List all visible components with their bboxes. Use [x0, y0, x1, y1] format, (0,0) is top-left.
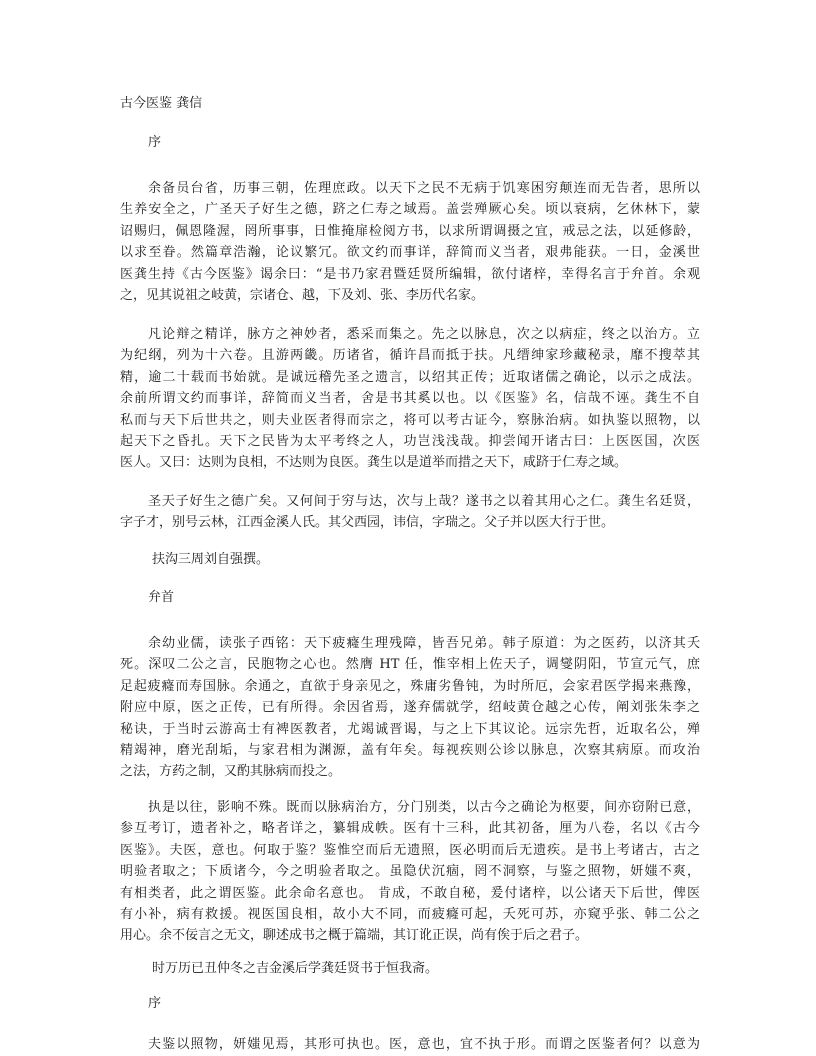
text-line: 附应中原，医之正传，已有所得。余因省焉，遂弃儒就学，绍岐黄仓越之心传，阐刘张朱李之 — [120, 700, 700, 716]
text-line: 凡论辩之精详，脉方之神妙者，悉采而集之。先之以脉息，次之以病症，终之以治方。立 — [148, 327, 700, 342]
section-heading-preface-2: 序 — [148, 996, 162, 1011]
text-line: 生养安全之，广圣天子好生之德，跻之仁寿之域焉。盖尝殚厥心矣。顷以衰病，乞休林下，蒙 — [120, 202, 700, 218]
text-line: 秘诀，于当时云游高士有裨医教者，尤竭诚晋谒，与之上下其议论。远宗先哲，近取名公，殚 — [120, 721, 700, 737]
text-line: 余前所谓文约而事详，辞简而义当者，舍是书其奚以也。以《医鉴》名，信哉不诬。龚生不自 — [120, 391, 700, 407]
paragraph — [120, 633, 700, 783]
section-heading-foreword: 弁首 — [148, 590, 175, 605]
text-line: 医鉴》。夫医，意也。何取于鉴？鉴惟空而后无遗照，医必明而后无遗疾。是书上考诸古，古之 — [120, 842, 700, 858]
text-line: 为纪纲，列为十六卷。且游两畿。历诸省，循许昌而抵于扶。凡缙绅家珍藏秘录，靡不搜萃其 — [120, 348, 700, 364]
text-line: 有相类者，此之谓医鉴。此余命名意也。 肯成，不敢自秘，爰付诸梓，以公诸天下后世，俾医 — [120, 885, 700, 901]
text-line: 参互考订，遗者补之，略者详之，纂辑成帙。医有十三科，此其初备，厘为八卷，名以《古今 — [120, 821, 700, 837]
text-line: 之法，方药之制，又酌其脉病而投之。 — [120, 764, 342, 780]
text-line: 明验者取之；下质诸今，今之明验者取之。虽隐伏沉痼，罔不洞察，与鉴之照物，妍媸不爽， — [120, 864, 700, 880]
text-line: 圣天子好生之德广矣。又何间于穷与达，次与上哉？遂书之以着其用心之仁。龚生名廷贤， — [148, 494, 700, 509]
paragraph — [120, 797, 700, 947]
text-line: 精竭神，磨光刮垢，与家君相为渊源，盖有年矣。每视疾则公诊以脉息，次察其病原。而攻治 — [120, 742, 700, 758]
text-line: 私而与天下后世共之，则夫业医者得而宗之，将可以考古证今，察脉治病。如执鉴以照物，以 — [120, 412, 700, 428]
text-line: 足起疲癃而寿国脉。余通之，直欲于身亲见之，殊庸劣鲁钝，为时所厄，会家君医学揭来燕豫， — [120, 678, 700, 694]
text-line: 以求至眷。然篇章浩瀚，论议繁冗。欲文约而事详，辞简而义当者，艰弗能获。一日，金溪世 — [120, 245, 700, 261]
text-line: 余备员台省，历事三朝，佐理庶政。以天下之民不无病于饥寒困穷颠连而无告者，思所以 — [148, 181, 700, 196]
paragraph — [120, 491, 700, 534]
section-heading-preface: 序 — [148, 135, 162, 150]
paragraph — [120, 324, 700, 474]
text-line: 余幼业儒，读张子西铭：天下疲癃生理残障，皆吾兄弟。韩子原道：为之医药，以济其夭 — [148, 636, 700, 651]
text-line: 死。深叹二公之言，民胞物之心也。然膺 HT 任，惟宰相上佐天子，调燮阴阳，节宣元气，庶 — [120, 657, 700, 673]
document-title: 古今医鉴 龚信 — [120, 96, 203, 111]
text-line: 医龚生持《古今医鉴》谒余曰：“是书乃家君暨廷贤所编辑，欲付诸梓，幸得名言于弁首。余观 — [120, 266, 700, 282]
paragraph — [120, 1034, 700, 1055]
text-line: 夫鉴以照物，妍媸见焉，其形可执也。医，意也，宜不执于形。而谓之医鉴者何？以意为 — [148, 1037, 700, 1052]
signature: 时万历已丑仲冬之吉金溪后学龚廷贤书于恒我斋。 — [152, 961, 439, 976]
text-line: 医人。又曰：达则为良相，不达则为良医。龚生以是道举而措之天下，咸跻于仁寿之域。 — [120, 455, 628, 471]
text-line: 执是以往，影响不殊。既而以脉病治方，分门别类，以古今之确论为枢要，间亦窃附已意， — [148, 800, 700, 815]
text-line: 精，逾二十载而书始就。是诚远稽先圣之遗言，以绍其正传；近取诸儒之确论，以示之成法。 — [120, 369, 700, 385]
text-line: 之，见其说祖之岐黄，宗诸仓、越，下及刘、张、李历代名家。 — [120, 287, 485, 303]
signature: 扶沟三周刘自强撰。 — [152, 552, 270, 567]
text-line: 诏赐归，佩恩隆渥，罔所事事，日惟掩扉检阅方书，以求所谓调摄之宜，戒忌之法，以延修龄， — [120, 223, 700, 239]
text-line: 有小补，病有救援。视医国良相，故小大不同，而疲癃可起，夭死可苏，亦窥乎张、韩二公之 — [120, 906, 700, 922]
text-line: 用心。余不佞言之无文，聊述成书之概于篇端，其订讹正误，尚有俟于后之君子。 — [120, 928, 589, 944]
text-line: 字子才，别号云林，江西金溪人氏。其父西园，讳信，字瑞之。父子并以医大行于世。 — [120, 515, 615, 531]
text-line: 起天下之昏扎。天下之民皆为太平考终之人，功岂浅浅哉。抑尝闻开诸古曰：上医医国，次医 — [120, 433, 700, 449]
paragraph — [120, 178, 700, 306]
